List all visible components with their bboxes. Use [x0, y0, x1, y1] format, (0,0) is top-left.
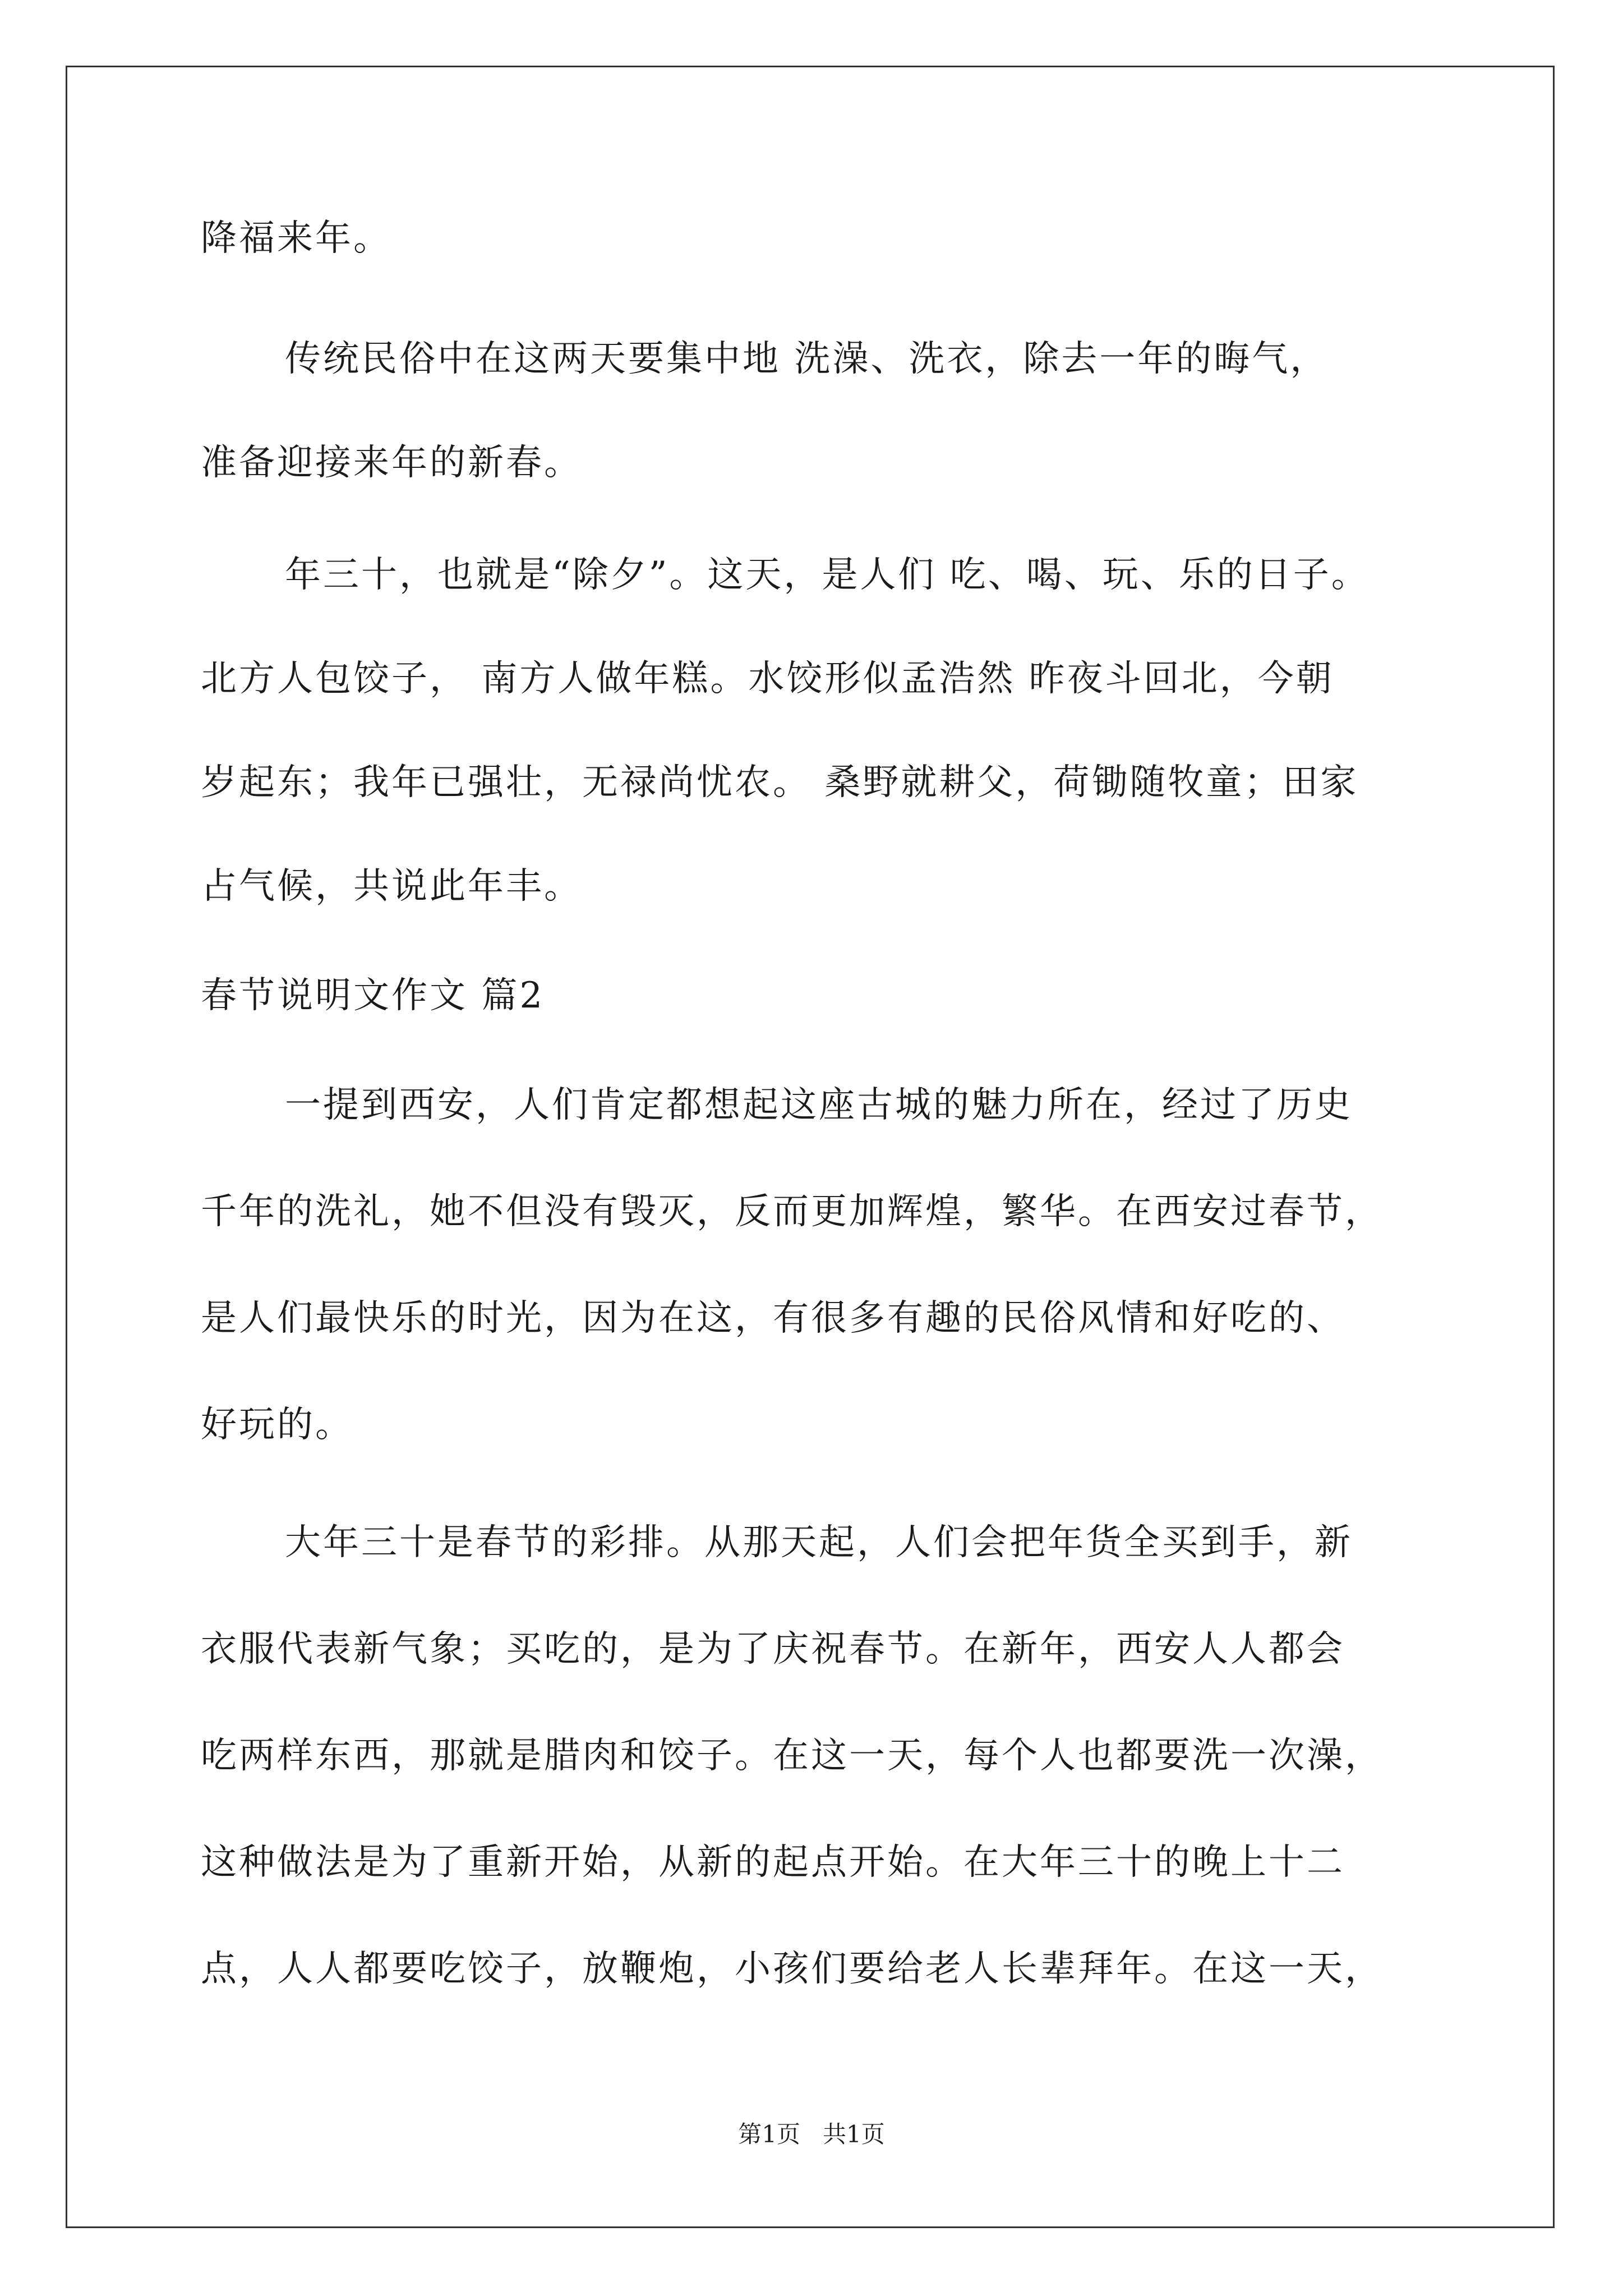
paragraph-first-line: 大年三十是春节的彩排。从那天起，人们会把年货全买到手，新 — [285, 1522, 1353, 1563]
text-line: 占气候，共说此年丰。 — [201, 866, 582, 907]
text-line: 岁起东；我年已强壮，无禄尚忧农。 桑野就耕父，荷锄随牧童；田家 — [201, 762, 1359, 803]
text-line: 衣服代表新气象；买吃的，是为了庆祝春节。在新年，西安人人都会 — [201, 1628, 1345, 1670]
text-line: 准备迎接来年的新春。 — [201, 442, 582, 484]
text-line: 北方人包饺子， 南方人做年糕。水饺形似孟浩然 昨夜斗回北，今朝 — [201, 658, 1334, 700]
text-line: 降福来年。 — [201, 218, 391, 259]
text-line: 好玩的。 — [201, 1404, 353, 1446]
text-line: 千年的洗礼，她不但没有毁灭，反而更加辉煌，繁华。在西安过春节， — [201, 1191, 1383, 1232]
text-line: 这种做法是为了重新开始，从新的起点开始。在大年三十的晚上十二 — [201, 1842, 1345, 1883]
page-number-footer: 第1页 共1页 — [738, 2120, 885, 2148]
paragraph-first-line: 一提到西安，人们肯定都想起这座古城的魅力所在，经过了历史 — [285, 1084, 1353, 1126]
text-line: 吃两样东西，那就是腊肉和饺子。在这一天，每个人也都要洗一次澡， — [201, 1735, 1383, 1777]
paragraph-first-line: 传统民俗中在这两天要集中地 洗澡、洗衣，除去一年的晦气， — [285, 338, 1329, 380]
text-line: 是人们最快乐的时光，因为在这，有很多有趣的民俗风情和好吃的、 — [201, 1297, 1345, 1339]
section-heading: 春节说明文作文 篇2 — [201, 975, 545, 1016]
paragraph-first-line: 年三十，也就是“除夕”。这天，是人们 吃、喝、玩、乐的日子。 — [285, 554, 1370, 596]
text-line: 点，人人都要吃饺子，放鞭炮，小孩们要给老人长辈拜年。在这一天， — [201, 1948, 1383, 1990]
page-border — [66, 66, 1555, 2228]
